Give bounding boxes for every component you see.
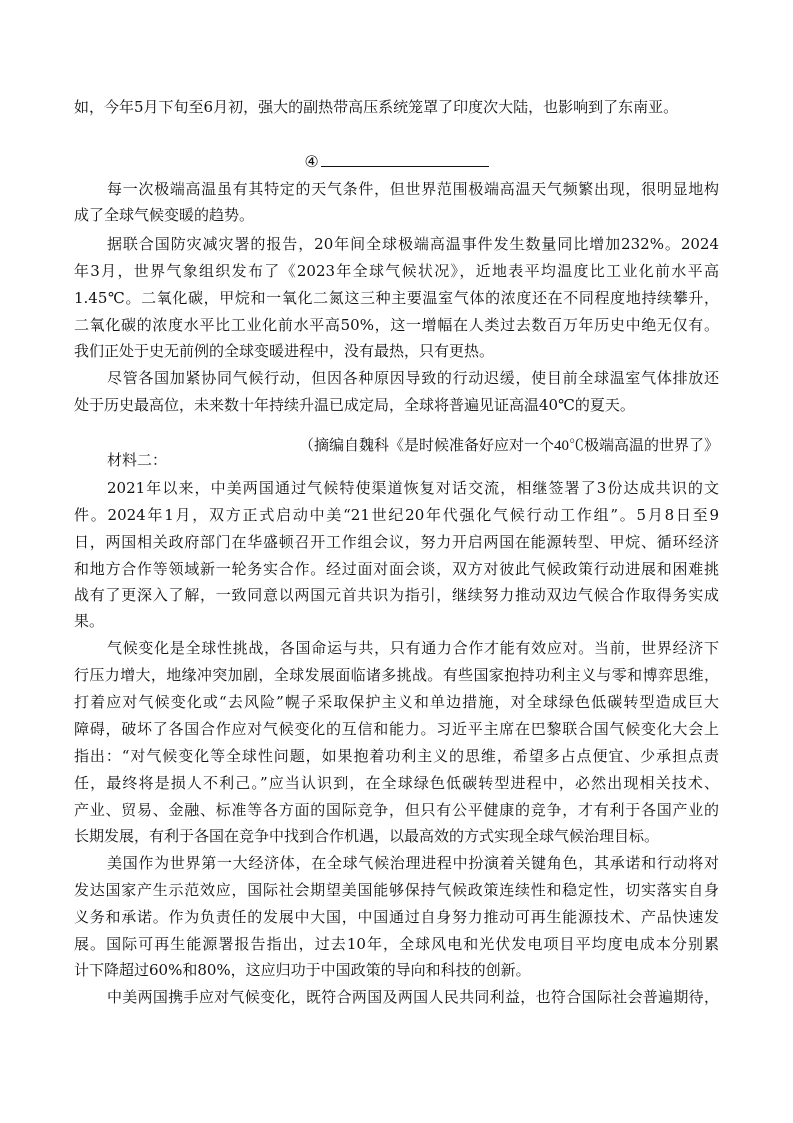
- para2-line-3: 1.45℃。二氧化碳，甲烷和一氧化二氮这三种主要温室气体的浓度还在不同程度地持续攀升，: [74, 289, 719, 307]
- para5-line-3: 打着应对气候变化或“去风险”幌子采取保护主义和单边措施，对全球绿色低碳转型造成巨大: [74, 693, 719, 711]
- source-note: （摘编自魏科《是时候准备好应对一个40℃极端高温的世界了》: [298, 438, 719, 454]
- para6-line-1: 美国作为世界第一大经济体，在全球气候治理进程中扮演着关键角色，其承诺和行动将对: [107, 854, 719, 872]
- para5-line-2: 行压力增大，地缘冲突加剧，全球发展面临诸多挑战。有些国家抱持功利主义与零和博弈思维，: [74, 666, 719, 684]
- para1-line-2: 成了全球气候变暖的趋势。: [74, 206, 255, 224]
- para2-line-1: 据联合国防灾减灾署的报告，20年间全球极端高温事件发生数量同比增加232%。2024: [107, 235, 719, 253]
- material-label: 材料二：: [107, 451, 168, 469]
- intro-line: 如，今年5月下旬至6月初，强大的副热带高压系统笼罩了印度次大陆，也影响到了东南亚。: [74, 98, 679, 116]
- para3-line-2: 处于历史最高位，未来数十年持续升温已成定局，全球将普遍见证高温40℃的夏天。: [74, 396, 635, 414]
- section-number: ④: [304, 152, 319, 171]
- para6-line-3: 义务和承诺。作为负责任的发展中大国，中国通过自身努力推动可再生能源技术、产品快速发: [74, 908, 719, 926]
- para6-line-2: 发达国家产生示范效应，国际社会期望美国能够保持气候政策连续性和稳定性，切实落实自身: [74, 881, 719, 899]
- para2-line-2: 年3月，世界气象组织发布了《2023年全球气候状况》，近地表平均温度比工业化前水平高: [74, 262, 719, 280]
- para2-line-5: 我们正处于史无前例的全球变暖进程中，没有最热，只有更热。: [74, 342, 495, 360]
- para7-line-1: 中美两国携手应对气候变化，既符合两国及两国人民共同利益，也符合国际社会普遍期待，: [107, 988, 719, 1006]
- para4-line-6: 果。: [74, 612, 105, 630]
- para6-line-4: 展。国际可再生能源署报告指出，过去10年，全球风电和光伏发电项目平均度电成本分别累: [74, 935, 719, 953]
- heading-fill-blank: [321, 150, 489, 167]
- para3-line-1: 尽管各国加紧协同气候行动，但因各种原因导致的行动迟缓，使目前全球温室气体排放还: [107, 369, 719, 387]
- para4-line-1: 2021年以来，中美两国通过气候特使渠道恢复对话交流，相继签署了3份达成共识的文: [107, 479, 719, 497]
- para1-line-1: 每一次极端高温虽有其特定的天气条件，但世界范围极端高温天气频繁出现，很明显地构: [107, 180, 719, 198]
- para5-line-1: 气候变化是全球性挑战，各国命运与共，只有通力合作才能有效应对。当前，世界经济下: [107, 639, 719, 657]
- para5-line-6: 任，最终将是损人不利己。”应当认识到，在全球绿色低碳转型进程中，必然出现相关技术、: [74, 774, 719, 792]
- para4-line-3: 日，两国相关政府部门在华盛顿召开工作组会议，努力开启两国在能源转型、甲烷、循环经济: [74, 533, 719, 551]
- para4-line-5: 战有了更深入了解，一致同意以两国元首共识为指引，继续努力推动双边气候合作取得务实成: [74, 586, 719, 604]
- para6-line-5: 计下降超过60%和80%，这应归功于中国政策的导向和科技的创新。: [74, 961, 531, 979]
- para5-line-4: 障碍，破坏了各国合作应对气候变化的互信和能力。习近平主席在巴黎联合国气候变化大会上: [74, 720, 719, 738]
- section-heading: [0, 150, 793, 173]
- para5-line-8: 长期发展，有利于各国在竞争中找到合作机遇，以最高效的方式实现全球气候治理目标。: [74, 827, 660, 845]
- para5-line-7: 产业、贸易、金融、标准等各方面的国际竞争，但只有公平健康的竞争，才有利于各国产业的: [74, 801, 719, 819]
- para2-line-4: 二氧化碳的浓度水平比工业化前水平高50%，这一增幅在人类过去数百万年历史中绝无仅有。: [74, 316, 719, 334]
- para5-line-5: 指出：“对气候变化等全球性问题，如果抱着功利主义的思维，希望多占点便宜、少承担点责: [74, 747, 719, 765]
- para4-line-4: 和地方合作等领域新一轮务实合作。经过面对面会谈，双方对彼此气候政策行动进展和困难挑: [74, 560, 719, 578]
- para4-line-2: 件。2024年1月，双方正式启动中美“21世纪20年代强化气候行动工作组”。5月8日至9: [74, 506, 719, 524]
